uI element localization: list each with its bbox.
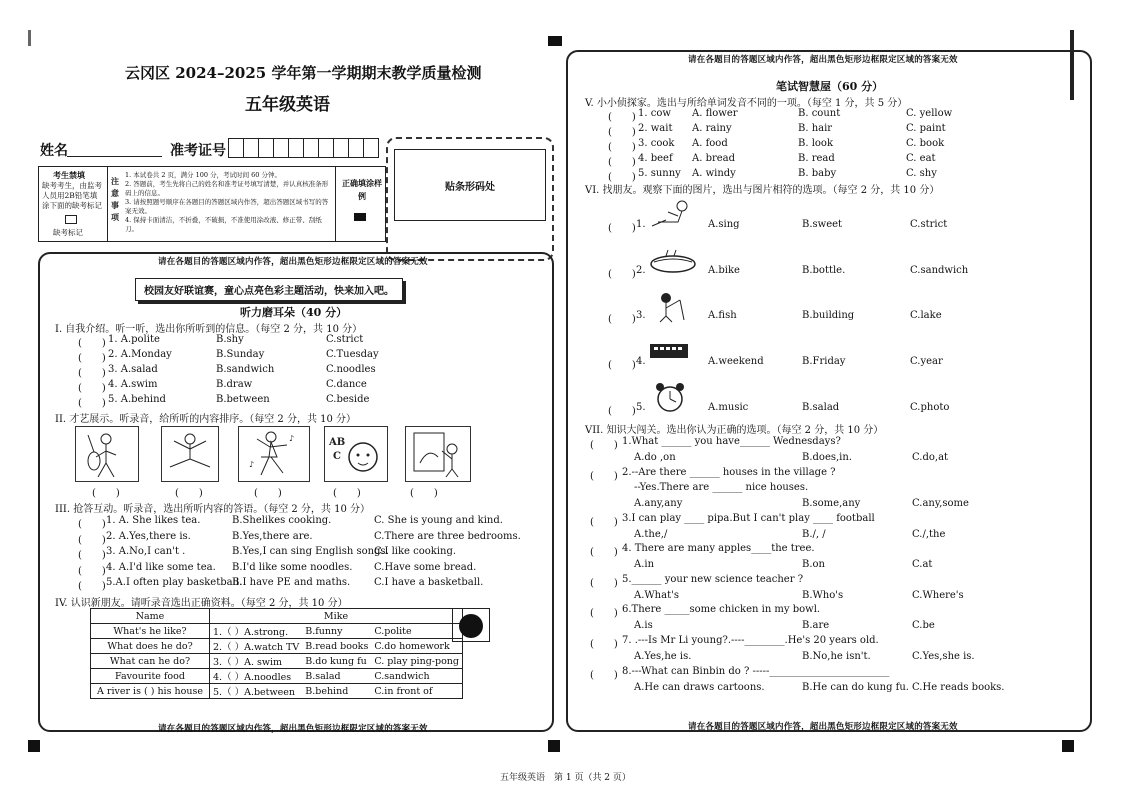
option-c[interactable]: C.He reads books. bbox=[912, 682, 1005, 693]
picture-match-item bbox=[608, 380, 968, 420]
option-a[interactable]: A. windy bbox=[692, 168, 736, 179]
option-b[interactable]: B.building bbox=[802, 310, 855, 321]
item-number: 2. bbox=[636, 265, 646, 276]
list-item bbox=[78, 562, 508, 578]
kungfu-icon bbox=[162, 427, 218, 481]
section-5-list bbox=[608, 108, 968, 183]
option-c[interactable]: C.strict bbox=[326, 334, 364, 345]
table-question: What can he do? bbox=[91, 654, 210, 669]
answer-paren[interactable]: ( ) bbox=[608, 172, 636, 183]
list-item bbox=[78, 530, 521, 547]
option-c[interactable]: C. shy bbox=[906, 168, 937, 179]
answer-paren[interactable]: ( ) bbox=[608, 142, 636, 153]
option-b[interactable]: B.sandwich bbox=[216, 364, 275, 375]
answer-paren[interactable]: ( ) bbox=[608, 314, 636, 325]
dancing-girl-icon bbox=[239, 427, 309, 481]
answer-paren[interactable]: ( ) bbox=[590, 608, 618, 619]
option-a[interactable]: A.any,any bbox=[634, 498, 683, 509]
table-option-b[interactable]: B.read books bbox=[302, 639, 371, 654]
option-a[interactable]: A.the,/ bbox=[634, 529, 668, 540]
order-paren[interactable]: ( ) bbox=[92, 488, 120, 499]
option-c[interactable]: C.Have some bread. bbox=[374, 561, 477, 573]
option-b[interactable]: B. look bbox=[798, 138, 834, 149]
option-b[interactable]: B.Yes,there are. bbox=[232, 530, 313, 542]
absent-checkbox[interactable] bbox=[65, 215, 77, 224]
option-c[interactable]: C.noodles bbox=[326, 364, 376, 375]
answer-paren[interactable]: ( ) bbox=[78, 368, 106, 379]
option-c[interactable]: C./,the bbox=[912, 529, 946, 540]
table-option-a[interactable]: 3.（ ）A. swim bbox=[210, 654, 303, 669]
table-header-row bbox=[91, 609, 463, 624]
answer-paren[interactable]: ( ) bbox=[590, 639, 618, 650]
question-text: 4. There are many apples____the tree. bbox=[622, 543, 815, 554]
option-b[interactable]: B.Yes,I can sing English songs. bbox=[232, 546, 389, 557]
question-text: 2.--Are there ______ houses in the village ? bbox=[622, 467, 836, 478]
option-a[interactable]: 4. A.swim bbox=[108, 379, 158, 390]
option-c[interactable]: C. She is young and kind. bbox=[374, 515, 503, 526]
alarm-clock-icon bbox=[652, 380, 688, 414]
registration-mark bbox=[548, 740, 560, 752]
table-option-a[interactable]: 5.（ ）A.between bbox=[210, 684, 303, 699]
page-footer: 五年级英语 第 1 页（共 2 页） bbox=[500, 773, 631, 783]
notice-left-title: 考生禁填 bbox=[53, 170, 85, 180]
mike-photo bbox=[452, 608, 490, 642]
option-a[interactable]: A.What's bbox=[634, 590, 679, 601]
option-b[interactable]: B.Friday bbox=[802, 356, 846, 367]
list-item bbox=[608, 108, 968, 123]
option-a[interactable]: A.Yes,he is. bbox=[634, 651, 692, 662]
question-item bbox=[590, 467, 1050, 511]
order-paren[interactable]: ( ) bbox=[410, 488, 438, 499]
table-row bbox=[91, 684, 463, 699]
barcode-label: 贴条形码处 bbox=[445, 182, 495, 193]
registration-mark bbox=[28, 30, 31, 46]
given-word: 3. cook bbox=[638, 138, 675, 149]
question-item bbox=[590, 574, 1050, 604]
section-7-title: VII. 知识大闯关。选出你认为正确的选项。（每空 2 分，共 10 分） bbox=[585, 425, 884, 436]
list-item bbox=[608, 123, 968, 138]
exam-id-box[interactable] bbox=[289, 138, 304, 158]
option-a[interactable]: 5.A.I often play basketball. bbox=[106, 577, 243, 588]
notice-left-cell bbox=[39, 167, 108, 241]
exam-id-box[interactable] bbox=[334, 138, 349, 158]
answer-paren[interactable]: ( ) bbox=[78, 383, 106, 394]
list-item bbox=[78, 546, 508, 562]
question-item bbox=[590, 604, 1050, 634]
table-option-b[interactable]: B.salad bbox=[302, 669, 371, 684]
option-a[interactable]: A.bike bbox=[708, 265, 740, 276]
option-c[interactable]: C.photo bbox=[910, 402, 950, 413]
table-head-value: Mike bbox=[210, 609, 463, 624]
answer-paren[interactable]: ( ) bbox=[590, 670, 618, 681]
option-a[interactable]: A. bread bbox=[692, 153, 736, 164]
list-item bbox=[78, 379, 408, 394]
item-number: 3. bbox=[636, 310, 646, 321]
listening-title: 听力磨耳朵（40 分） bbox=[240, 306, 348, 319]
picture-match-item bbox=[608, 334, 968, 374]
option-a[interactable]: A. flower bbox=[692, 108, 738, 119]
answer-paren[interactable]: ( ) bbox=[608, 157, 636, 168]
option-b[interactable]: B.sweet bbox=[802, 219, 843, 230]
absent-mark-label: 缺考标记 bbox=[53, 228, 83, 237]
option-b[interactable]: B. baby bbox=[798, 168, 837, 179]
option-a[interactable]: A. rainy bbox=[692, 123, 732, 134]
option-b[interactable]: B.on bbox=[802, 559, 825, 570]
exam-subject: 五年级英语 bbox=[245, 95, 330, 115]
svg-text:C: C bbox=[333, 451, 341, 462]
abc-child-icon bbox=[325, 427, 387, 481]
option-b[interactable]: B.between bbox=[216, 394, 270, 405]
option-a[interactable]: 3. A.No,I can't . bbox=[106, 546, 186, 557]
section-5-title: V. 小小侦探家。选出与所给单词发音不同的一项。（每空 1 分，共 5 分） bbox=[585, 98, 908, 109]
option-c[interactable]: C.I like cooking. bbox=[374, 546, 457, 557]
exam-id-label: 准考证号 bbox=[170, 143, 226, 159]
table-option-b[interactable]: B.do kung fu bbox=[302, 654, 371, 669]
question-item bbox=[590, 543, 1050, 573]
option-b[interactable]: B.I'd like some noodles. bbox=[232, 561, 353, 573]
exam-title: 云冈区 2024–2025 学年第一学期期末教学质量检测 bbox=[125, 64, 482, 82]
list-item bbox=[608, 153, 968, 168]
answer-paren[interactable]: ( ) bbox=[78, 398, 106, 409]
answer-paren[interactable]: ( ) bbox=[608, 406, 636, 417]
section-4-title: IV. 认识新朋友。请听录音选出正确资料。（每空 2 分，共 10 分） bbox=[55, 598, 348, 609]
table-row bbox=[91, 669, 463, 684]
given-word: 1. cow bbox=[638, 108, 671, 119]
option-c[interactable]: C.I have a basketball. bbox=[374, 577, 484, 588]
list-item bbox=[78, 394, 408, 409]
option-a[interactable]: 2. A.Yes,there is. bbox=[106, 530, 191, 542]
right-warning-top: 请在各题目的答题区域内作答，超出黑色矩形边框限定区域的答案无效 bbox=[688, 55, 958, 65]
table-option-b[interactable]: B.funny bbox=[302, 624, 371, 639]
exam-id-box[interactable] bbox=[364, 138, 379, 158]
option-b[interactable]: B. hair bbox=[798, 123, 833, 134]
option-a[interactable]: A.is bbox=[634, 620, 653, 631]
picture-match-item bbox=[608, 288, 968, 328]
table-question: Favourite food bbox=[91, 669, 210, 684]
option-c[interactable]: C.do,at bbox=[912, 452, 949, 463]
question-text: 1.What ______ you have______ Wednesdays? bbox=[622, 436, 841, 447]
friend-info-table bbox=[90, 608, 463, 699]
exam-id-box[interactable] bbox=[274, 138, 289, 158]
svg-text:AB: AB bbox=[329, 437, 346, 448]
svg-text:♪: ♪ bbox=[249, 460, 255, 469]
picture-playing-pipa bbox=[75, 426, 139, 482]
option-a[interactable]: A.music bbox=[708, 402, 749, 413]
option-b[interactable]: B.Sunday bbox=[216, 349, 265, 360]
option-b[interactable]: B.are bbox=[802, 620, 830, 631]
option-b[interactable]: B.draw bbox=[216, 379, 253, 390]
notice-item: 2. 答题前，考生先将自己的姓名和准考证号填写清楚，并认真核准条形码上的信息。 bbox=[125, 180, 329, 197]
table-option-c[interactable]: C.polite bbox=[371, 624, 462, 639]
option-a[interactable]: A.in bbox=[634, 559, 655, 570]
item-number: 5. bbox=[636, 402, 646, 413]
table-question: What's he like? bbox=[91, 624, 210, 639]
theme-banner: 校园友好联谊赛，童心点亮色彩主题活动，快来加入吧。 bbox=[135, 278, 403, 301]
option-c[interactable]: C.Where's bbox=[912, 590, 964, 601]
pipa-player-icon bbox=[76, 427, 138, 481]
exam-id-boxes[interactable] bbox=[228, 138, 379, 158]
option-b[interactable]: B.Shelikes cooking. bbox=[232, 515, 332, 526]
answer-paren[interactable]: ( ) bbox=[78, 353, 106, 364]
question-item bbox=[590, 513, 1050, 543]
mike-head-icon bbox=[453, 609, 489, 641]
notice-item: 3. 请按照题号顺序在各题目的答题区域内作答，超出答题区域书写的答案无效。 bbox=[125, 198, 329, 215]
exam-id-box[interactable] bbox=[349, 138, 364, 158]
answer-paren[interactable]: ( ) bbox=[608, 112, 636, 123]
question-text: 8.---What can Binbin do ? -----________________________ bbox=[622, 666, 890, 677]
option-c[interactable]: C.beside bbox=[326, 394, 370, 405]
option-b[interactable]: B.He can do kung fu. bbox=[802, 682, 909, 693]
option-b[interactable]: B.salad bbox=[802, 402, 840, 413]
sandwich-icon bbox=[648, 246, 698, 278]
option-b[interactable]: B. count bbox=[798, 108, 841, 119]
option-a[interactable]: 2. A.Monday bbox=[108, 349, 172, 360]
option-c[interactable]: C.There are three bedrooms. bbox=[374, 530, 521, 542]
order-paren[interactable]: ( ) bbox=[175, 488, 203, 499]
section-1-title: I. 自我介绍。听一听，选出你所听到的信息。（每空 2 分，共 10 分） bbox=[55, 324, 363, 335]
option-a[interactable]: A.fish bbox=[708, 310, 737, 321]
table-option-c[interactable]: C.sandwich bbox=[371, 669, 462, 684]
name-label: 姓名 bbox=[40, 143, 68, 159]
option-a[interactable]: 1. A. She likes tea. bbox=[106, 515, 201, 526]
option-a[interactable]: 3. A.salad bbox=[108, 364, 158, 375]
question-text: 6.There _____some chicken in my bowl. bbox=[622, 604, 821, 615]
option-c[interactable]: C.be bbox=[912, 620, 935, 631]
notice-item: 1. 本试卷共 2 页，满分 100 分，考试时间 60 分钟。 bbox=[125, 171, 281, 179]
left-warning-top: 请在各题目的答题区域内作答，超出黑色矩形边框限定区域的答案无效 bbox=[158, 257, 428, 267]
question-text: 7. .---Is Mr Li young?.----________.He's 20 years old. bbox=[622, 635, 879, 646]
answer-paren[interactable]: ( ) bbox=[608, 360, 636, 371]
option-c[interactable]: C.at bbox=[912, 559, 933, 570]
option-c[interactable]: C. eat bbox=[906, 153, 936, 164]
option-a[interactable]: A.sing bbox=[708, 219, 740, 230]
exam-id-box[interactable] bbox=[228, 138, 244, 158]
picture-dancing-kungfu bbox=[161, 426, 219, 482]
table-option-b[interactable]: B.behind bbox=[302, 684, 371, 699]
table-row bbox=[91, 639, 463, 654]
section-3-title: III. 抢答互动。听录音，选出所听内容的答语。（每空 2 分，共 10 分） bbox=[55, 504, 371, 515]
svg-text:♪: ♪ bbox=[289, 434, 295, 443]
answer-paren[interactable]: ( ) bbox=[78, 550, 106, 561]
question-text: 3.I can play ____ pipa.But I can't play ____ football bbox=[622, 513, 875, 524]
option-b[interactable]: B.does,in. bbox=[802, 452, 852, 463]
item-number: 4. bbox=[636, 356, 646, 367]
option-a[interactable]: 4. A.I'd like some tea. bbox=[106, 561, 216, 573]
option-c[interactable]: C.Yes,she is. bbox=[912, 651, 975, 662]
table-head-name: Name bbox=[91, 609, 210, 624]
right-warning-bottom: 请在各题目的答题区域内作答，超出黑色矩形边框限定区域的答案无效 bbox=[688, 722, 958, 732]
table-option-c[interactable]: C.do homework bbox=[371, 639, 462, 654]
section-3-list bbox=[78, 515, 521, 593]
table-option-a[interactable]: 4.（ ）A.noodles bbox=[210, 669, 303, 684]
registration-mark bbox=[548, 36, 562, 46]
exam-id-box[interactable] bbox=[259, 138, 274, 158]
notice-mid-title: 注意事项 bbox=[111, 176, 119, 222]
fill-example-cell bbox=[335, 167, 386, 241]
notice-items bbox=[125, 171, 333, 234]
registration-mark bbox=[1062, 740, 1074, 752]
table-row bbox=[91, 654, 463, 669]
sweeping-icon bbox=[648, 198, 698, 230]
option-a[interactable]: 5. A.behind bbox=[108, 394, 166, 405]
question-item bbox=[590, 666, 1050, 696]
table-question: What does he do? bbox=[91, 639, 210, 654]
option-b[interactable]: B.I have PE and maths. bbox=[232, 577, 351, 588]
option-b[interactable]: B.some,any bbox=[802, 498, 861, 509]
option-a[interactable]: A.weekend bbox=[708, 356, 764, 367]
order-paren[interactable]: ( ) bbox=[333, 488, 361, 499]
list-item bbox=[78, 577, 508, 593]
option-c[interactable]: C.lake bbox=[910, 310, 942, 321]
picture-match-item bbox=[608, 242, 968, 282]
option-c[interactable]: C.year bbox=[910, 356, 943, 367]
exam-id-box[interactable] bbox=[304, 138, 319, 158]
option-c[interactable]: C. paint bbox=[906, 123, 946, 134]
list-item bbox=[78, 334, 408, 349]
table-option-c[interactable]: C. play ping-pong bbox=[371, 654, 462, 669]
list-item bbox=[78, 364, 408, 379]
fill-example-mark bbox=[354, 213, 366, 221]
option-b[interactable]: B.bottle. bbox=[802, 265, 846, 276]
picture-dancing-girl bbox=[238, 426, 310, 482]
table-option-a[interactable]: 1.（ ）A.strong. bbox=[210, 624, 303, 639]
calendar-icon bbox=[648, 340, 692, 362]
item-number: 1. bbox=[636, 219, 646, 230]
picture-drawing-child bbox=[405, 426, 471, 482]
option-a[interactable]: 1. A.polite bbox=[108, 334, 160, 345]
answer-paren[interactable]: ( ) bbox=[608, 269, 636, 280]
answer-paren[interactable]: ( ) bbox=[78, 534, 106, 546]
answer-paren[interactable]: ( ) bbox=[78, 338, 106, 349]
registration-mark bbox=[28, 740, 40, 752]
option-c[interactable]: C.any,some bbox=[912, 498, 969, 509]
answer-paren[interactable]: ( ) bbox=[78, 581, 106, 592]
question-item bbox=[590, 635, 1050, 665]
table-question: A river is ( ) his house bbox=[91, 684, 210, 699]
option-b[interactable]: B.shy bbox=[216, 334, 244, 345]
question-text: 5.______ your new science teacher ? bbox=[622, 574, 804, 585]
picture-match-item bbox=[608, 196, 968, 236]
fill-example-label: 正确填涂样例 bbox=[342, 178, 382, 201]
option-c[interactable]: C.sandwich bbox=[910, 265, 969, 276]
exam-id-box[interactable] bbox=[244, 138, 259, 158]
notice-left-text: 缺考考生，由监考人员用2B铅笔填涂下面的缺考标记 bbox=[42, 181, 102, 210]
answer-paren[interactable]: ( ) bbox=[78, 565, 106, 577]
answer-paren[interactable]: ( ) bbox=[590, 517, 618, 528]
given-word: 5. sunny bbox=[638, 168, 681, 179]
picture-abc-child bbox=[324, 426, 388, 482]
exam-id-box[interactable] bbox=[319, 138, 334, 158]
answer-paren[interactable]: ( ) bbox=[590, 440, 618, 451]
written-title: 笔试智慧屋（60 分） bbox=[776, 80, 884, 93]
question-item bbox=[590, 436, 1050, 466]
answer-paren[interactable]: ( ) bbox=[608, 223, 636, 234]
fishing-icon bbox=[654, 290, 690, 324]
section-2-title: II. 才艺展示。听录音，给所听的内容排序。（每空 2 分，共 10 分） bbox=[55, 414, 357, 425]
list-item bbox=[78, 349, 408, 364]
notice-box bbox=[38, 166, 386, 242]
answer-paren[interactable]: ( ) bbox=[78, 519, 106, 530]
option-a[interactable]: A.do ,on bbox=[634, 452, 676, 463]
answer-paren[interactable]: ( ) bbox=[608, 127, 636, 138]
answer-paren[interactable]: ( ) bbox=[590, 471, 618, 482]
option-c[interactable]: C. book bbox=[906, 138, 945, 149]
section-6-title: VI. 找朋友。观察下面的图片，选出与图片相符的选项。（每空 2 分，共 10 分） bbox=[585, 185, 940, 196]
drawing-child-icon bbox=[406, 427, 470, 481]
answer-paren[interactable]: ( ) bbox=[590, 547, 618, 558]
table-option-c[interactable]: C.in front of bbox=[371, 684, 462, 699]
option-c[interactable]: C.Tuesday bbox=[326, 349, 379, 360]
list-item bbox=[608, 138, 968, 153]
given-word: 4. beef bbox=[638, 153, 673, 164]
option-c[interactable]: C.strict bbox=[910, 219, 948, 230]
barcode-area bbox=[394, 149, 546, 221]
given-word: 2. wait bbox=[638, 123, 673, 134]
option-a[interactable]: A.He can draws cartoons. bbox=[634, 682, 765, 693]
option-b[interactable]: B./, / bbox=[802, 529, 826, 540]
name-field[interactable] bbox=[67, 155, 162, 157]
option-a[interactable]: A. food bbox=[692, 138, 728, 149]
option-c[interactable]: C. yellow bbox=[906, 108, 953, 119]
table-row bbox=[91, 624, 463, 639]
answer-paren[interactable]: ( ) bbox=[590, 578, 618, 589]
list-item bbox=[78, 515, 508, 531]
question-text-line-2: --Yes.There are ______ nice houses. bbox=[634, 482, 809, 493]
option-b[interactable]: B.Who's bbox=[802, 590, 844, 601]
left-warning-bottom: 请在各题目的答题区域内作答，超出黑色矩形边框限定区域的答案无效 bbox=[158, 724, 428, 734]
table-option-a[interactable]: 2.（ ）A.watch TV bbox=[210, 639, 303, 654]
notice-item: 4. 保持卡面清洁，不折叠，不破损，不准使用涂改液、修正带、刮纸刀。 bbox=[125, 216, 322, 233]
option-b[interactable]: B. read bbox=[798, 153, 835, 164]
section-1-list bbox=[78, 334, 408, 409]
order-paren[interactable]: ( ) bbox=[254, 488, 282, 499]
option-b[interactable]: B.No,he isn't. bbox=[802, 651, 871, 662]
option-c[interactable]: C.dance bbox=[326, 379, 367, 390]
